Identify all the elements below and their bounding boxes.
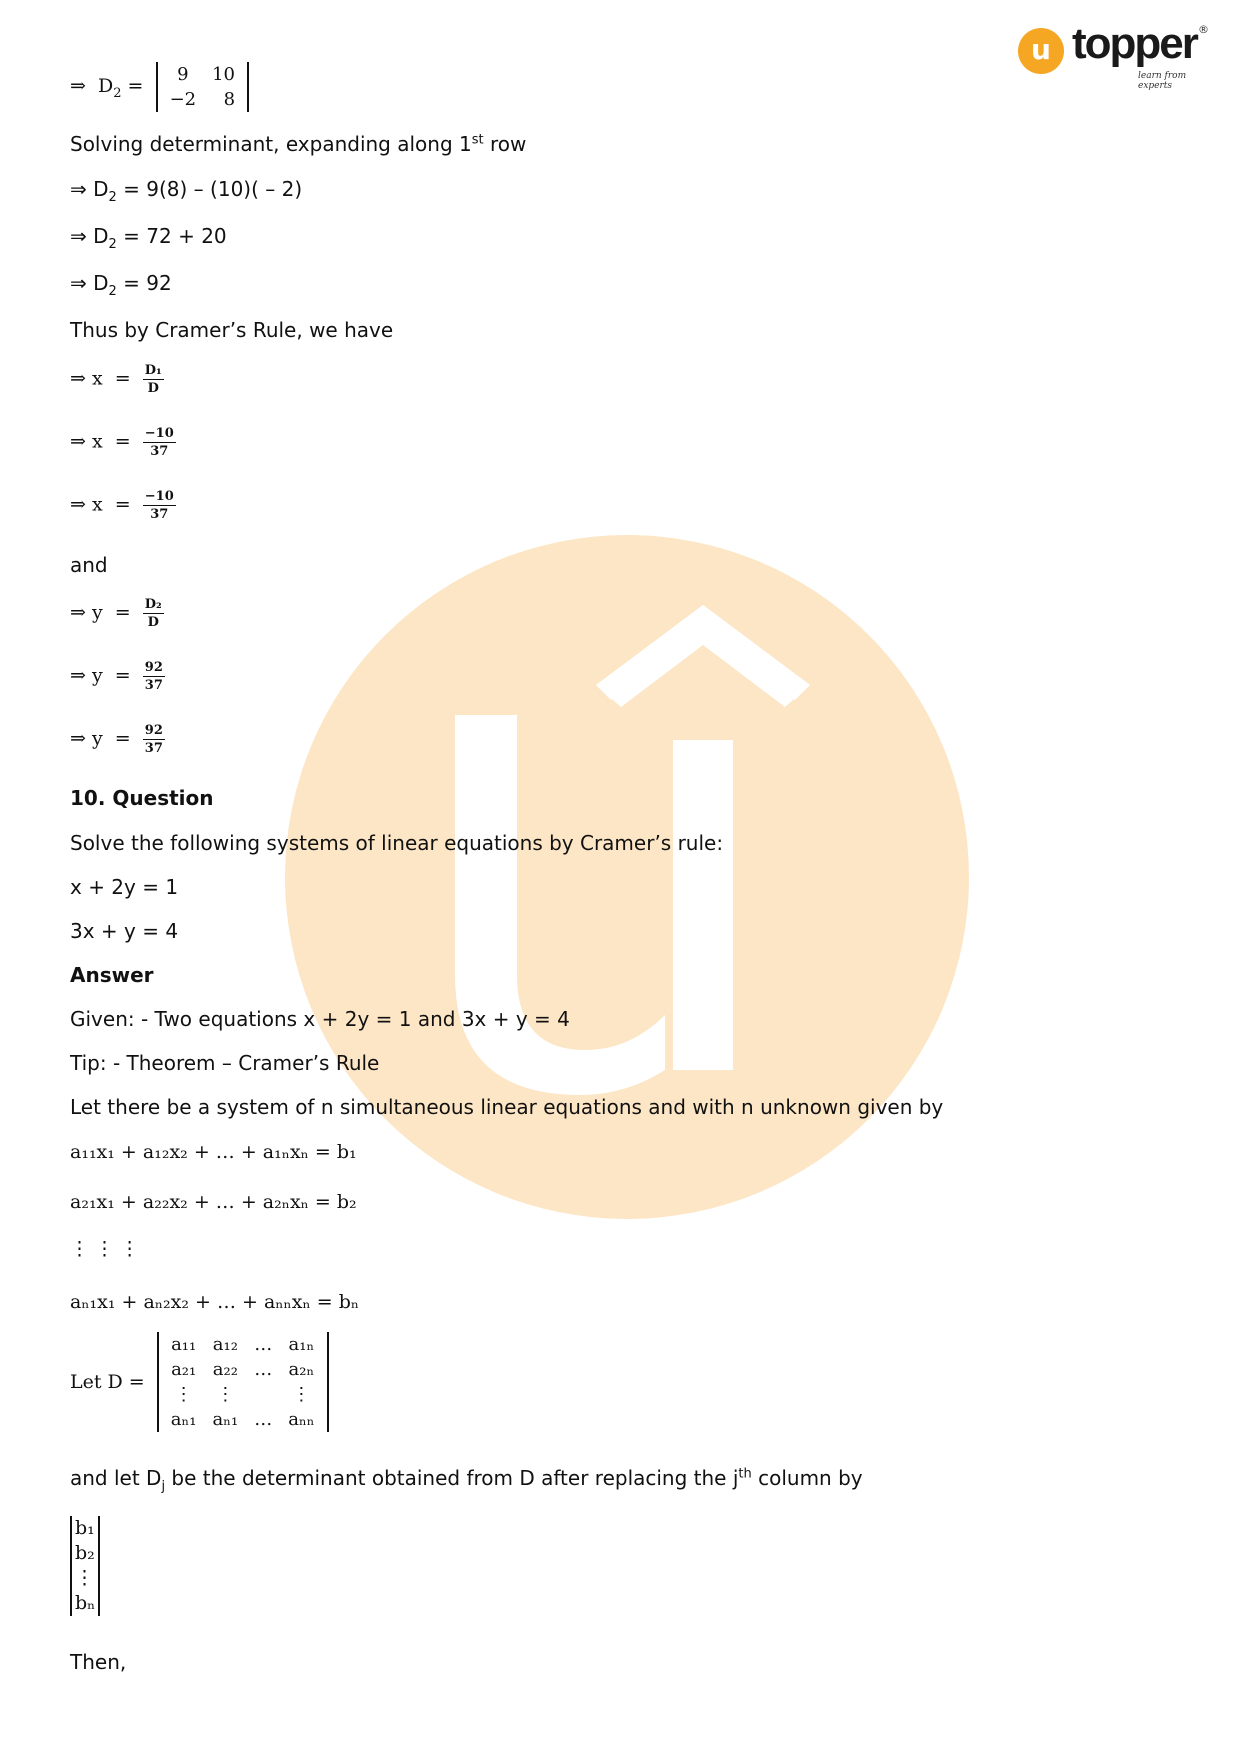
solving-text: Solving determinant, expanding along 1st row	[70, 132, 527, 156]
b-column-vector: b₁ b₂ ⋮ bₙ	[70, 1516, 100, 1616]
d-matrix: a₁₁ a₁₂ … a₁ₙ a₂₁ a₂₂ … a₂ₙ ⋮ ⋮ ⋮ aₙ₁ aₙ₁ … aₙₙ	[157, 1332, 329, 1432]
cramer-text: Thus by Cramer’s Rule, we have	[70, 318, 394, 342]
d2-determinant: 9 10 −2 8	[156, 62, 249, 112]
tip-text: Tip: - Theorem – Cramer’s Rule	[70, 1051, 380, 1075]
equation-1: x + 2y = 1	[70, 875, 179, 899]
fraction-line: ⇒ x = $\frac{-10}{37}$	[70, 426, 174, 459]
question-heading: 10. Question	[70, 786, 214, 810]
answer-heading: Answer	[70, 963, 154, 987]
fraction-line: ⇒ x = $\frac{-10}{37}$	[70, 489, 174, 522]
step-line: ⇒ $D_2 = 92$	[70, 271, 172, 299]
given-text: Given: - Two equations x + 2y = 1 and 3x + y = 4	[70, 1007, 570, 1031]
system-intro-text: Let there be a system of n simultaneous linear equations and with n unknown given by	[70, 1095, 944, 1119]
registered-mark: ®	[1198, 23, 1209, 36]
step-line: ⇒ $D_2 = 72 + 20$	[70, 224, 227, 252]
fraction-line: ⇒ y = $\frac{\text{D₂}}{D}$	[70, 597, 162, 630]
system-equation: aₙ₁x₁ + aₙ₂x₂ + … + aₙₙxₙ = bₙ	[70, 1291, 360, 1313]
fraction-line: ⇒ y = $\frac{92}{37}$	[70, 723, 163, 756]
logo-tagline: learn from experts	[1138, 71, 1187, 91]
equation-2: 3x + y = 4	[70, 919, 179, 943]
then-text: Then,	[70, 1650, 127, 1674]
question-text: Solve the following systems of linear equations by Cramer’s rule:	[70, 831, 724, 855]
system-equation: a₂₁x₁ + a₂₂x₂ + … + a₂ₙxₙ = b₂	[70, 1191, 357, 1213]
fraction-line: ⇒ x = $\frac{\text{D₁}}{D}$	[70, 363, 162, 396]
vertical-dots: ⋮ ⋮ ⋮	[70, 1238, 140, 1260]
fraction-line: ⇒ y = $\frac{92}{37}$	[70, 660, 163, 693]
step-line: ⇒ $D_2 = 9(8) - (10)( - 2)$	[70, 177, 303, 205]
and-let-text: and let $D_j$ be the determinant obtained from D after replacing the $j^{th}$ column by	[70, 1466, 863, 1494]
d2-determinant-line: ⇒ $D_2$ = 9 10 −2 8	[70, 62, 249, 112]
system-equation: a₁₁x₁ + a₁₂x₂ + … + a₁ₙxₙ = b₁	[70, 1141, 357, 1163]
and-text: and	[70, 553, 108, 577]
brand-logo[interactable]	[1018, 19, 1218, 91]
let-d-line: Let D = a₁₁ a₁₂ … a₁ₙ a₂₁ a₂₂ … a₂ₙ ⋮ ⋮ ⋮ aₙ₁ aₙ₁ … aₙₙ	[70, 1332, 329, 1432]
logo-icon: u	[1018, 28, 1064, 74]
logo-wordmark: topper	[1072, 19, 1197, 68]
